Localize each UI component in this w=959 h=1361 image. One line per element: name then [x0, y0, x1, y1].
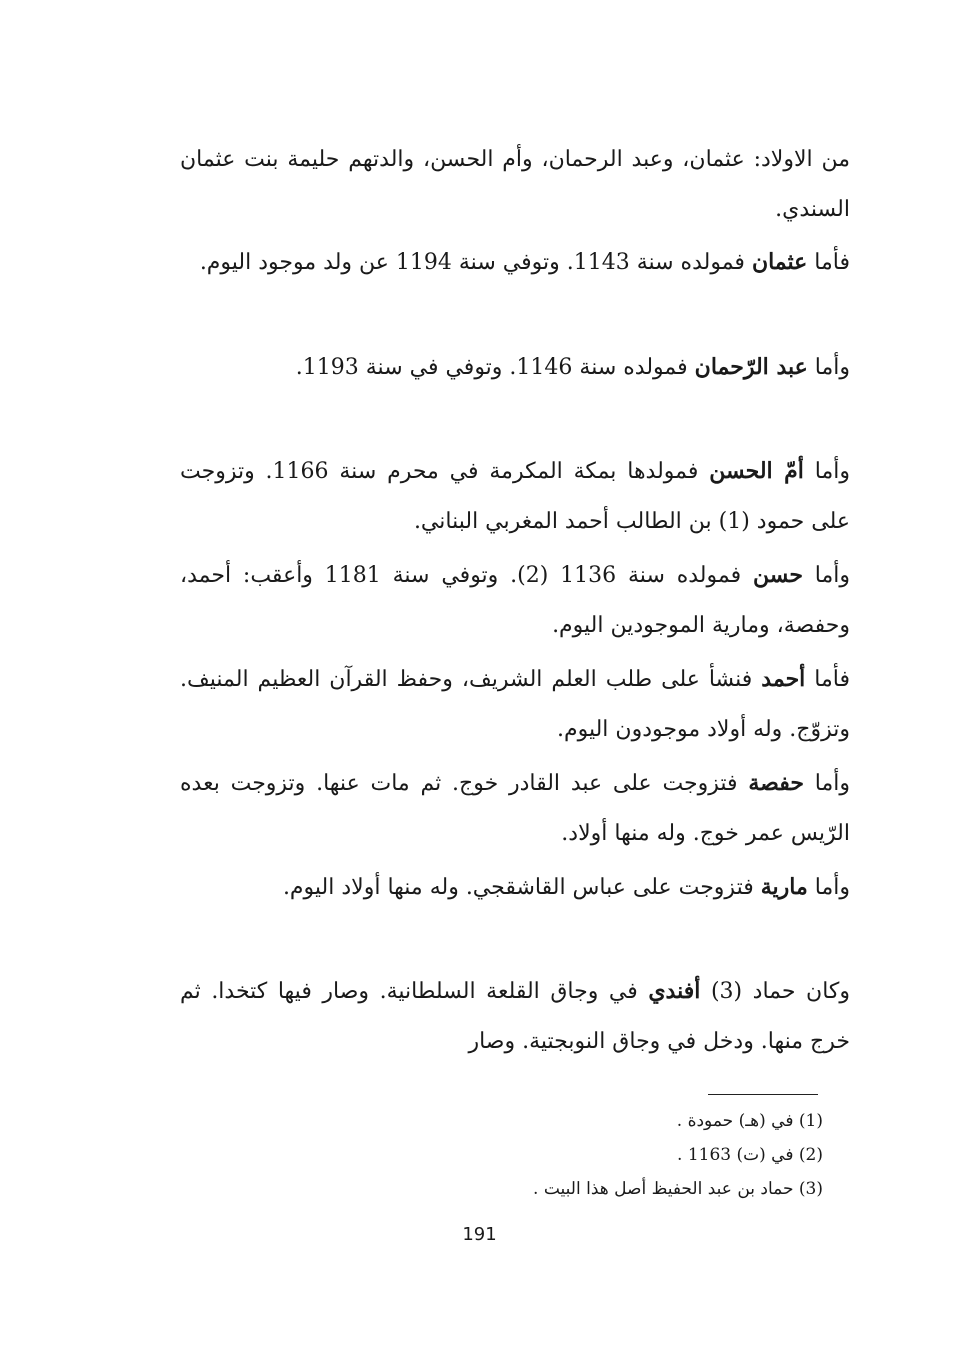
paragraph-othman [180, 237, 850, 288]
footnote-number: (3) [798, 1179, 823, 1199]
person-name: عثمان [751, 249, 808, 275]
footnote-number: (1) [798, 1111, 823, 1131]
paragraph-text: فتزوجت على عبد القادر خوج. ثم مات عنها. وتزوجت بعده الرّيس عمر خوج. وله منها أولاد. [180, 771, 850, 846]
paragraph-text: فمولده سنة 1146. وتوفي في سنة 1193. [295, 355, 688, 380]
person-name: أفندي [648, 978, 701, 1004]
paragraph-hammad [180, 966, 850, 1067]
paragraph-text: من الاولاد: عثمان، وعبد الرحمان، وأم الحسن، والدتهم حليمة بنت عثمان السندي. [180, 147, 850, 222]
paragraph-mariya [180, 862, 850, 913]
footnote-text: في (هـ) حمودة . [676, 1111, 794, 1131]
paragraph-text: فنشأ على طلب العلم الشريف، وحفظ القرآن العظيم المنيف. وتزوّج. وله أولاد موجودون اليوم. [180, 667, 850, 742]
paragraph-hasan [180, 550, 850, 651]
paragraph-lead: وأما [814, 355, 850, 380]
paragraph-hafsa [180, 758, 850, 859]
footnote-text: في (ت) 1163 . [677, 1145, 794, 1165]
paragraph-lead: فأما [814, 667, 850, 692]
page-number: 191 [462, 1224, 497, 1245]
paragraph-text: فمولده سنة 1136 (2). وتوفي سنة 1181 وأعقب: أحمد، وحفصة، ومارية الموجودين اليوم. [180, 563, 850, 638]
footnote-1 [380, 1104, 823, 1138]
footnote-text: حماد بن عبد الحفيظ أصل هذا البيت . [533, 1179, 794, 1199]
paragraph-lead: وأما [814, 771, 851, 796]
paragraph-children [180, 135, 850, 235]
paragraph-lead: وأما [814, 875, 850, 900]
footnote-divider [708, 1094, 818, 1095]
paragraph-text: فتزوجت على عباس القاشقجي. وله منها أولاد اليوم. [282, 875, 754, 900]
person-name: حسن [752, 562, 803, 588]
footnote-3 [380, 1172, 823, 1206]
person-name: عبد الرّحمان [694, 354, 808, 380]
paragraph-umm-alhasan [180, 446, 850, 547]
paragraph-text: في وجاق القلعة السلطانية. وصار فيها كتخدا. ثم خرج منها. ودخل في وجاق النوبجتية. وصار [180, 979, 850, 1054]
paragraph-text: فمولدها بمكة المكرمة في محرم سنة 1166. وتزوجت على حمود (1) بن الطالب أحمد المغربي البناني. [180, 459, 850, 534]
paragraph-ahmad [180, 654, 850, 755]
footnote-number: (2) [798, 1145, 823, 1165]
footnote-2 [380, 1138, 823, 1172]
person-name: مارية [760, 874, 808, 900]
person-name: حفصة [748, 770, 804, 796]
paragraph-abdelrahman [180, 342, 850, 393]
person-name: أحمد [761, 666, 806, 692]
paragraph-lead: وأما [814, 459, 850, 484]
paragraph-text: فمولده سنة 1143. وتوفي سنة 1194 عن ولد موجود اليوم. [199, 250, 745, 275]
paragraph-lead: وأما [814, 563, 851, 588]
paragraph-lead: وكان حماد (3) [710, 979, 850, 1004]
paragraph-lead: فأما [814, 250, 850, 275]
person-name: أمّ الحسن [709, 458, 804, 484]
